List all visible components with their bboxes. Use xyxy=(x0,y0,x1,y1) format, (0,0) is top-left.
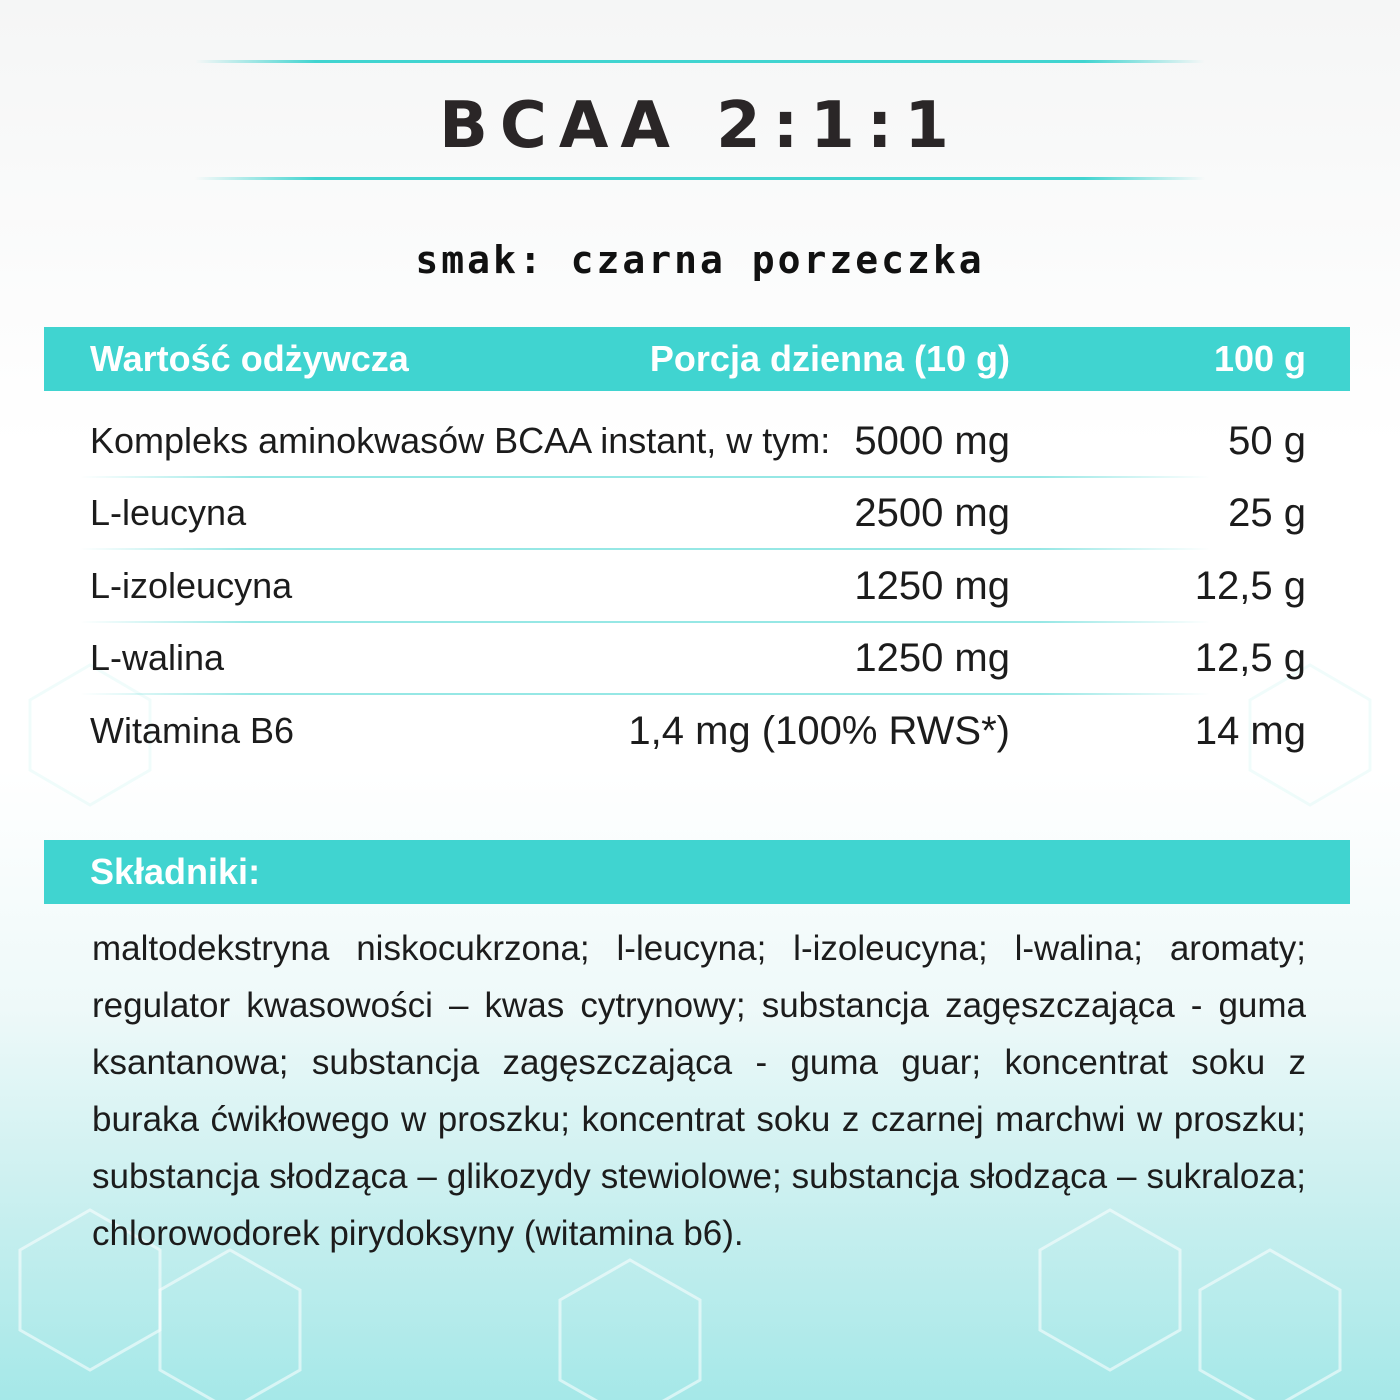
flavor-label: smak: czarna porzeczka xyxy=(415,238,985,282)
table-row xyxy=(44,405,1350,477)
row-daily: 1250 mg xyxy=(854,636,1010,680)
table-row xyxy=(44,695,1350,767)
row-name: L-walina xyxy=(90,637,225,678)
row-daily: 5000 mg xyxy=(854,419,1010,463)
table-row xyxy=(44,477,1350,549)
row-per100: 14 mg xyxy=(1194,709,1306,753)
row-name: L-leucyna xyxy=(90,492,247,533)
product-title: BCAA 2:1:1 xyxy=(439,89,961,163)
ingredients-heading: Składniki: xyxy=(90,851,261,892)
title-top-divider xyxy=(195,60,1205,63)
row-per100: 12,5 g xyxy=(1194,636,1306,680)
row-per100: 25 g xyxy=(1228,491,1306,535)
header-per-100g: 100 g xyxy=(1213,338,1306,379)
ingredients-header xyxy=(44,840,1350,904)
header-daily-portion: Porcja dzienna (10 g) xyxy=(649,338,1010,379)
row-daily: 1250 mg xyxy=(854,564,1010,608)
ingredients-text: maltodekstryna niskocukrzona; l-leucyna; l-izoleucyna; l-walina; aromaty; regulator kwasowości – kwas cytrynowy; substancja zagęszczająca - guma ksantanowa; substancja zagęszczająca - guma guar; koncentrat soku z buraka ćwikłowego w proszku; koncentrat soku z czarnej marchwi w proszku; substancja słodząca – glikozydy stewiolowe; substancja słodząca – sukraloza; chlorowodorek pirydoksyny (witamina b6). xyxy=(92,929,1306,1253)
row-name: L-izoleucyna xyxy=(90,565,293,606)
table-row xyxy=(44,622,1350,694)
row-per100: 12,5 g xyxy=(1194,564,1306,608)
row-daily: 1,4 mg (100% RWS*) xyxy=(628,709,1010,753)
row-daily: 2500 mg xyxy=(854,491,1010,535)
header-nutrient-name: Wartość odżywcza xyxy=(90,338,409,379)
title-bottom-divider xyxy=(195,177,1205,180)
table-row xyxy=(44,550,1350,622)
row-name: Witamina B6 xyxy=(90,710,295,751)
row-per100: 50 g xyxy=(1228,419,1306,463)
row-name: Kompleks aminokwasów BCAA instant, w tym: xyxy=(90,420,831,461)
nutrition-table-header xyxy=(44,327,1350,391)
